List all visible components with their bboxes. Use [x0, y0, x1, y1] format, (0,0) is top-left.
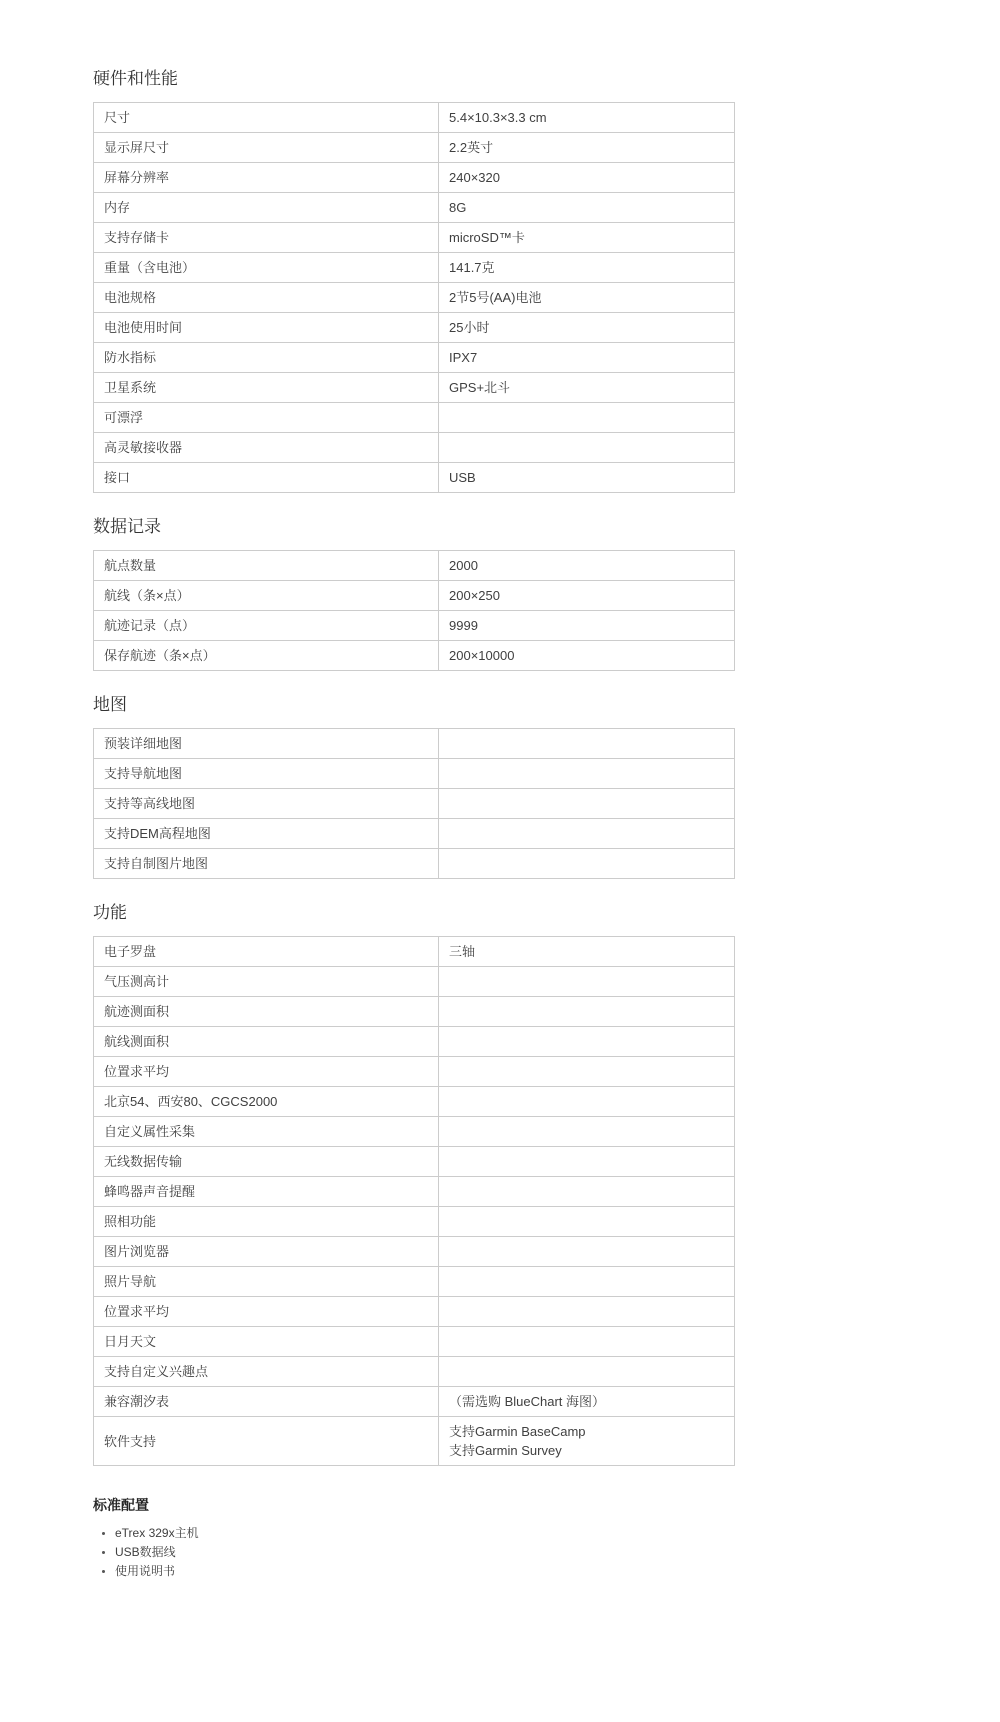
spec-value-cell: USB	[439, 463, 735, 493]
spec-table-body	[94, 551, 735, 671]
spec-row	[94, 581, 735, 611]
spec-value-cell: 141.7克	[439, 253, 735, 283]
spec-row	[94, 1207, 735, 1237]
spec-value-cell	[439, 1297, 735, 1327]
spec-label-cell: 防水指标	[94, 343, 439, 373]
spec-label-cell: 软件支持	[94, 1417, 439, 1466]
spec-row	[94, 819, 735, 849]
spec-value-cell	[439, 1117, 735, 1147]
spec-row	[94, 729, 735, 759]
section-title: 数据记录	[93, 517, 161, 536]
spec-value-cell: 5.4×10.3×3.3 cm	[439, 103, 735, 133]
spec-label-cell: 航迹测面积	[94, 997, 439, 1027]
spec-row	[94, 551, 735, 581]
spec-value-cell: GPS+北斗	[439, 373, 735, 403]
spec-value-cell	[439, 1207, 735, 1237]
spec-value-cell	[439, 1267, 735, 1297]
spec-label-cell: 兼容潮汐表	[94, 1387, 439, 1417]
spec-value-line: 支持Garmin Survey	[449, 1443, 562, 1458]
spec-row	[94, 283, 735, 313]
spec-row	[94, 1027, 735, 1057]
spec-value-cell: 8G	[439, 193, 735, 223]
spec-label-cell: 支持DEM高程地图	[94, 819, 439, 849]
spec-row	[94, 1327, 735, 1357]
spec-label-cell: 无线数据传输	[94, 1147, 439, 1177]
spec-value-cell	[439, 1057, 735, 1087]
spec-row	[94, 1237, 735, 1267]
spec-label-cell: 卫星系统	[94, 373, 439, 403]
spec-value-cell	[439, 1027, 735, 1057]
spec-value-cell	[439, 819, 735, 849]
spec-value-cell	[439, 1357, 735, 1387]
spec-table-maps	[93, 728, 735, 879]
spec-label-cell: 航线（条×点）	[94, 581, 439, 611]
spec-label-cell: 日月天文	[94, 1327, 439, 1357]
spec-label-cell: 高灵敏接收器	[94, 433, 439, 463]
spec-value-cell	[439, 1177, 735, 1207]
spec-value-cell: 200×250	[439, 581, 735, 611]
spec-label-cell: 位置求平均	[94, 1057, 439, 1087]
spec-value-cell: （需选购 BlueChart 海图）	[439, 1387, 735, 1417]
spec-row	[94, 1147, 735, 1177]
spec-value-cell	[439, 1237, 735, 1267]
standard-package-list	[93, 1524, 1000, 1581]
spec-label-cell: 照片导航	[94, 1267, 439, 1297]
spec-row	[94, 611, 735, 641]
spec-row	[94, 937, 735, 967]
spec-value-cell	[439, 759, 735, 789]
spec-value-cell: 200×10000	[439, 641, 735, 671]
spec-label-cell: 尺寸	[94, 103, 439, 133]
spec-row	[94, 789, 735, 819]
spec-row	[94, 759, 735, 789]
spec-label-cell: 航线测面积	[94, 1027, 439, 1057]
spec-row	[94, 313, 735, 343]
spec-section-maps	[93, 694, 1000, 879]
spec-row	[94, 133, 735, 163]
spec-label-cell: 接口	[94, 463, 439, 493]
spec-table-data-recording	[93, 550, 735, 671]
spec-sections	[93, 68, 1000, 1466]
spec-label-cell: 电子罗盘	[94, 937, 439, 967]
spec-value-cell: 2000	[439, 551, 735, 581]
section-title: 硬件和性能	[93, 69, 178, 88]
spec-row	[94, 373, 735, 403]
spec-value-cell: 9999	[439, 611, 735, 641]
spec-row	[94, 1117, 735, 1147]
spec-row	[94, 343, 735, 373]
spec-row	[94, 253, 735, 283]
spec-value-cell: 240×320	[439, 163, 735, 193]
spec-label-cell: 电池使用时间	[94, 313, 439, 343]
spec-row	[94, 1297, 735, 1327]
spec-label-cell: 保存航迹（条×点）	[94, 641, 439, 671]
spec-value-cell	[439, 1327, 735, 1357]
spec-label-cell: 显示屏尺寸	[94, 133, 439, 163]
spec-section-data-recording	[93, 516, 1000, 671]
spec-value-cell	[439, 849, 735, 879]
spec-value-cell: IPX7	[439, 343, 735, 373]
spec-row	[94, 463, 735, 493]
spec-label-cell: 重量（含电池）	[94, 253, 439, 283]
spec-row	[94, 403, 735, 433]
spec-label-cell: 内存	[94, 193, 439, 223]
spec-label-cell: 蜂鸣器声音提醒	[94, 1177, 439, 1207]
spec-row	[94, 193, 735, 223]
spec-value-cell	[439, 967, 735, 997]
standard-package-section	[93, 1496, 1000, 1581]
package-item: eTrex 329x主机	[102, 1524, 1000, 1543]
spec-value-cell	[439, 1147, 735, 1177]
spec-row	[94, 433, 735, 463]
spec-value-cell	[439, 789, 735, 819]
package-item: USB数据线	[102, 1543, 1000, 1562]
spec-table-hardware-performance	[93, 102, 735, 493]
spec-label-cell: 图片浏览器	[94, 1237, 439, 1267]
spec-value-cell	[439, 1087, 735, 1117]
spec-row	[94, 967, 735, 997]
spec-table-body	[94, 937, 735, 1466]
section-title: 功能	[93, 903, 127, 922]
spec-row	[94, 997, 735, 1027]
spec-value-cell: 2.2英寸	[439, 133, 735, 163]
spec-label-cell: 支持自制图片地图	[94, 849, 439, 879]
spec-label-cell: 航迹记录（点）	[94, 611, 439, 641]
spec-label-cell: 自定义属性采集	[94, 1117, 439, 1147]
spec-row	[94, 223, 735, 253]
spec-table-features	[93, 936, 735, 1466]
spec-row	[94, 1267, 735, 1297]
spec-value-cell: microSD™卡	[439, 223, 735, 253]
package-item: 使用说明书	[102, 1562, 1000, 1581]
spec-table-body	[94, 729, 735, 879]
spec-label-cell: 航点数量	[94, 551, 439, 581]
spec-label-cell: 支持自定义兴趣点	[94, 1357, 439, 1387]
spec-label-cell: 北京54、西安80、CGCS2000	[94, 1087, 439, 1117]
spec-value-cell	[439, 729, 735, 759]
spec-row	[94, 163, 735, 193]
spec-label-cell: 预装详细地图	[94, 729, 439, 759]
spec-section-features	[93, 902, 1000, 1466]
spec-row	[94, 1087, 735, 1117]
spec-value-cell	[439, 997, 735, 1027]
spec-label-cell: 电池规格	[94, 283, 439, 313]
spec-value-cell: 三轴	[439, 937, 735, 967]
spec-row	[94, 1357, 735, 1387]
spec-label-cell: 可漂浮	[94, 403, 439, 433]
spec-label-cell: 支持导航地图	[94, 759, 439, 789]
section-title: 地图	[93, 695, 127, 714]
spec-row	[94, 1177, 735, 1207]
spec-label-cell: 气压测高计	[94, 967, 439, 997]
spec-value-line: 支持Garmin BaseCamp	[449, 1424, 586, 1439]
spec-label-cell: 支持存储卡	[94, 223, 439, 253]
spec-value-cell: 2节5号(AA)电池	[439, 283, 735, 313]
spec-section-hardware-performance	[93, 68, 1000, 493]
spec-row	[94, 849, 735, 879]
spec-label-cell: 位置求平均	[94, 1297, 439, 1327]
spec-value-cell	[439, 1417, 735, 1466]
spec-label-cell: 支持等高线地图	[94, 789, 439, 819]
spec-value-cell	[439, 403, 735, 433]
spec-row	[94, 641, 735, 671]
spec-row	[94, 1057, 735, 1087]
spec-row	[94, 1387, 735, 1417]
spec-label-cell: 屏幕分辨率	[94, 163, 439, 193]
spec-row	[94, 103, 735, 133]
standard-package-title: 标准配置	[93, 1497, 149, 1513]
spec-label-cell: 照相功能	[94, 1207, 439, 1237]
spec-row	[94, 1417, 735, 1466]
spec-value-cell: 25小时	[439, 313, 735, 343]
spec-table-body	[94, 103, 735, 493]
spec-value-cell	[439, 433, 735, 463]
